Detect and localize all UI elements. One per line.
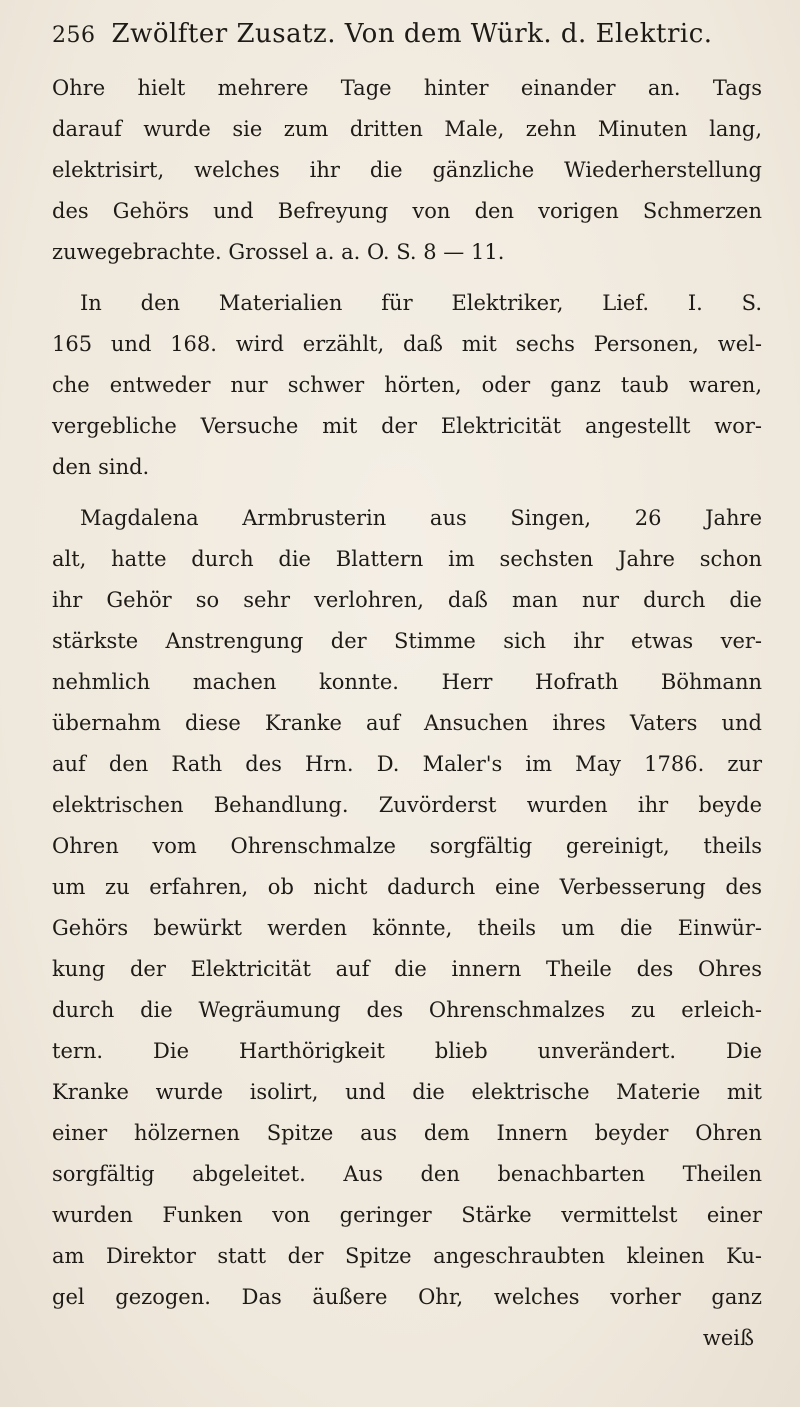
text-line: darauf wurde sie zum dritten Male, zehn Minuten lang,: [52, 117, 762, 141]
text-line: ihr Gehör so sehr verlohren, daß man nur durch die: [52, 588, 762, 612]
catchword: weiß: [702, 1326, 754, 1350]
running-head: Zwölfter Zusatz. Von dem Würk. d. Elektric.: [111, 19, 713, 49]
text-line: einer hölzernen Spitze aus dem Innern beyder Ohren: [52, 1121, 762, 1145]
text-line: 165 und 168. wird erzählt, daß mit sechs Personen, wel-: [52, 332, 762, 356]
text-line: Kranke wurde isolirt, und die elektrische Materie mit: [52, 1080, 762, 1104]
text-line: gel gezogen. Das äußere Ohr, welches vorher ganz: [52, 1285, 762, 1309]
text-line: che entweder nur schwer hörten, oder ganz taub waren,: [52, 373, 762, 397]
paragraph-3: [52, 498, 762, 1318]
text-line: durch die Wegräumung des Ohrenschmalzes zu erleich-: [52, 998, 762, 1022]
text-line: stärkste Anstrengung der Stimme sich ihr etwas ver-: [52, 629, 762, 653]
paragraph-2: [52, 283, 762, 488]
text-line: In den Materialien für Elektriker, Lief. I. S.: [80, 291, 762, 315]
text-line: elektrisirt, welches ihr die gänzliche Wiederherstellung: [52, 158, 762, 182]
text-line: tern. Die Harthörigkeit blieb unverändert. Die: [52, 1039, 762, 1063]
paragraph-gap: [52, 273, 762, 283]
text-line: den sind.: [52, 455, 150, 479]
text-line: Ohren vom Ohrenschmalze sorgfältig gereinigt, theils: [52, 834, 762, 858]
text-line: nehmlich machen konnte. Herr Hofrath Böhmann: [52, 670, 762, 694]
text-line: übernahm diese Kranke auf Ansuchen ihres Vaters und: [52, 711, 762, 735]
text-line: alt, hatte durch die Blattern im sechsten Jahre schon: [52, 547, 762, 571]
text-line: wurden Funken von geringer Stärke vermittelst einer: [52, 1203, 762, 1227]
text-line: des Gehörs und Befreyung von den vorigen Schmerzen: [52, 199, 762, 223]
text-line: am Direktor statt der Spitze angeschraubten kleinen Ku-: [52, 1244, 762, 1268]
text-line: um zu erfahren, ob nicht dadurch eine Verbesserung des: [52, 875, 762, 899]
page-header: [52, 12, 762, 60]
text-line: kung der Elektricität auf die innern Theile des Ohres: [52, 957, 762, 981]
body-text: [52, 68, 762, 1359]
text-line: zuwegebrachte. Grossel a. a. O. S. 8 — 11.: [52, 240, 505, 264]
text-line: auf den Rath des Hrn. D. Maler's im May 1786. zur: [52, 752, 762, 776]
text-line: sorgfältig abgeleitet. Aus den benachbarten Theilen: [52, 1162, 762, 1186]
text-line: elektrischen Behandlung. Zuvörderst wurden ihr beyde: [52, 793, 762, 817]
text-line: vergebliche Versuche mit der Elektricität angestellt wor-: [52, 414, 762, 438]
paragraph-gap: [52, 488, 762, 498]
paragraph-1: [52, 68, 762, 273]
page-number: 256: [52, 23, 96, 48]
text-line: Gehörs bewürkt werden könnte, theils um die Einwür-: [52, 916, 762, 940]
text-line: Ohre hielt mehrere Tage hinter einander an. Tags: [52, 76, 762, 100]
text-line: Magdalena Armbrusterin aus Singen, 26 Jahre: [80, 506, 762, 530]
